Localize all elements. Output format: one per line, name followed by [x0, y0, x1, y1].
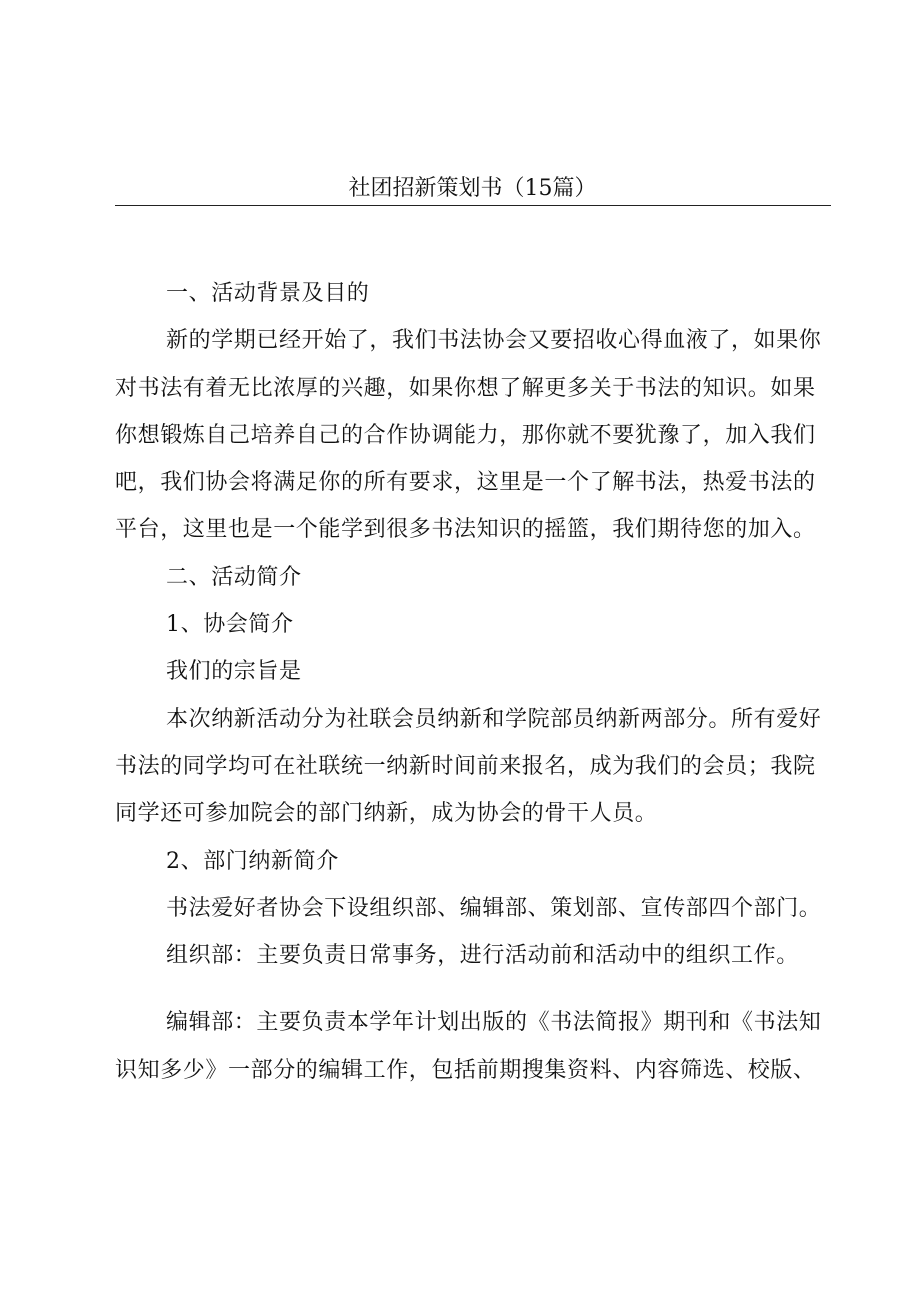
document-body [115, 270, 840, 1094]
paragraph-line: 书法的同学均可在社联统一纳新时间前来报名，成为我们的会员；我院 [115, 753, 816, 779]
paragraph-line: 新的学期已经开始了，我们书法协会又要招收心得血液了，如果你 [166, 328, 822, 354]
paragraph-line: 同学还可参加院会的部门纳新，成为协会的骨干人员。 [115, 801, 658, 827]
paragraph-line: 识知多少》一部分的编辑工作，包括前期搜集资料、内容筛选、校版、 [115, 1057, 816, 1083]
paragraph-gap [115, 979, 840, 999]
paragraph-line: 组织部：主要负责日常事务，进行活动前和活动中的组织工作。 [166, 943, 799, 969]
paragraph-line: 编辑部：主要负责本学年计划出版的《书法简报》期刊和《书法知 [166, 1010, 822, 1036]
title-underline [115, 205, 831, 206]
paragraph-line: 对书法有着无比浓厚的兴趣，如果你想了解更多关于书法的知识。如果 [115, 375, 816, 401]
paragraph-line: 吧，我们协会将满足你的所有要求，这里是一个了解书法，热爱书法的 [115, 470, 816, 496]
subheading-department-intro: 2、部门纳新简介 [166, 848, 339, 874]
paragraph-line: 书法爱好者协会下设组织部、编辑部、策划部、宣传部四个部门。 [166, 895, 822, 921]
paragraph-line: 平台，这里也是一个能学到很多书法知识的摇篮，我们期待您的加入。 [115, 517, 816, 543]
heading-background-purpose: 一、活动背景及目的 [166, 281, 370, 306]
document-title: 社团招新策划书（15篇） [348, 176, 597, 201]
heading-activity-intro: 二、活动简介 [166, 564, 302, 590]
paragraph-line: 我们的宗旨是 [166, 659, 302, 685]
subheading-association-intro: 1、协会简介 [166, 612, 294, 638]
paragraph-line: 本次纳新活动分为社联会员纳新和学院部员纳新两部分。所有爱好 [166, 706, 822, 732]
paragraph-line: 你想锻炼自己培养自己的合作协调能力，那你就不要犹豫了，加入我们 [115, 422, 816, 448]
